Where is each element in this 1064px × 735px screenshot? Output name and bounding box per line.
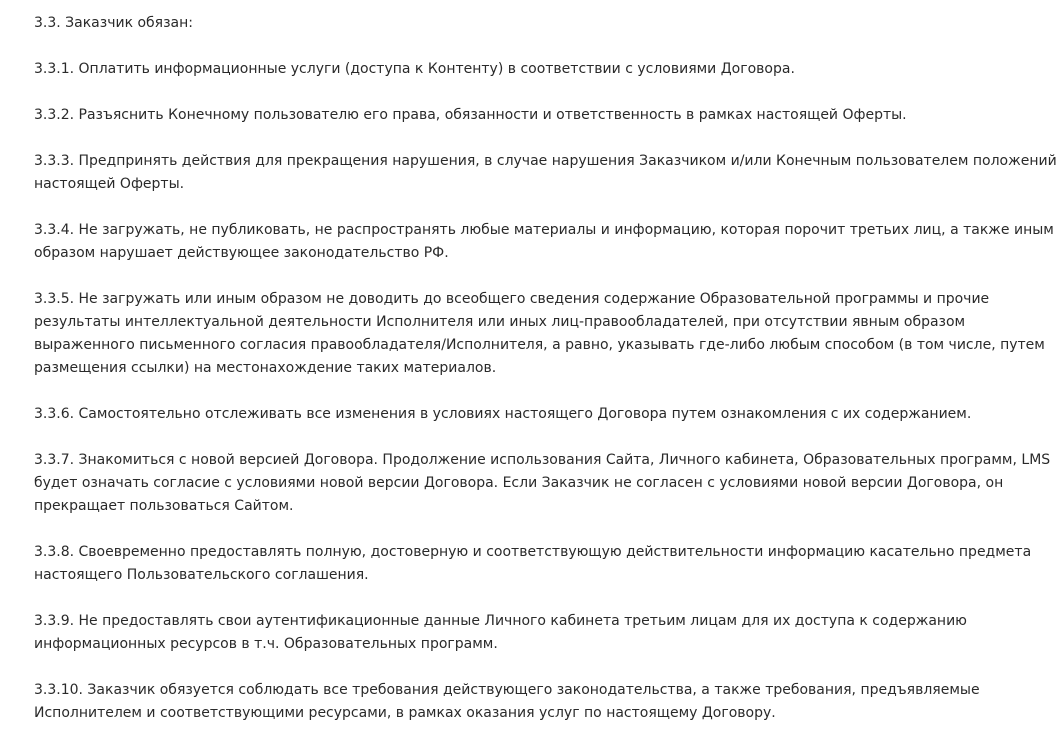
clause-line: 3.3.5. Не загружать или иным образом не доводить до всеобщего сведения содержание Образовательной программы и прочие xyxy=(34,291,990,307)
clause-line: настоящей Оферты. xyxy=(34,176,185,192)
clause-line: 3.3.6. Самостоятельно отслеживать все изменения в условиях настоящего Договора путем ознакомления с их содержанием. xyxy=(34,406,972,422)
clause-line: образом нарушает действующее законодательство РФ. xyxy=(34,245,449,261)
clause-paragraph xyxy=(34,541,1064,587)
clause-paragraph xyxy=(34,449,1064,518)
clause-line: 3.3.10. Заказчик обязуется соблюдать все требования действующего законодательства, а также требования, предъявляемые xyxy=(34,682,980,698)
clause-paragraph xyxy=(34,679,1064,725)
clause-line: 3.3.9. Не предоставлять свои аутентификационные данные Личного кабинета третьим лицам для их доступа к содержанию xyxy=(34,613,967,629)
clause-paragraph xyxy=(34,403,1064,426)
clause-line: 3.3.7. Знакомиться с новой версией Договора. Продолжение использования Сайта, Личного кабинета, Образовательных программ, LMS xyxy=(34,452,1051,468)
clause-paragraph xyxy=(34,288,1064,380)
clause-line: будет означать согласие с условиями новой версии Договора. Если Заказчик не согласен с условиями новой версии Договора, он xyxy=(34,475,1004,491)
clause-line: выраженного письменного согласия правообладателя/Исполнителя, а равно, указывать где-либо любым способом (в том числе, путем xyxy=(34,337,1045,353)
section-heading: 3.3. Заказчик обязан: xyxy=(34,15,193,31)
clause-line: информационных ресурсов в т.ч. Образовательных программ. xyxy=(34,636,498,652)
clause-line: 3.3.8. Своевременно предоставлять полную, достоверную и соответствующую действительности информацию касательно предмета xyxy=(34,544,1032,560)
clause-paragraph xyxy=(34,150,1064,196)
clause-line: результаты интеллектуальной деятельности Исполнителя или иных лиц-правообладателей, при отсутствии явным образом xyxy=(34,314,966,330)
clause-paragraph xyxy=(34,58,1064,81)
clause-paragraph xyxy=(34,104,1064,127)
clause-line: 3.3.4. Не загружать, не публиковать, не распространять любые материалы и информацию, которая порочит третьих лиц, а также иным xyxy=(34,222,1054,238)
clause-line: 3.3.2. Разъяснить Конечному пользователю его права, обязанности и ответственность в рамках настоящей Оферты. xyxy=(34,107,907,123)
clause-line: размещения ссылки) на местонахождение таких материалов. xyxy=(34,360,497,376)
clause-line: 3.3.1. Оплатить информационные услуги (доступа к Контенту) в соответствии с условиями Договора. xyxy=(34,61,795,77)
clause-line: настоящего Пользовательского соглашения. xyxy=(34,567,369,583)
clause-line: Исполнителем и соответствующими ресурсами, в рамках оказания услуг по настоящему Договору. xyxy=(34,705,776,721)
clause-list xyxy=(34,58,1064,725)
clause-line: прекращает пользоваться Сайтом. xyxy=(34,498,294,514)
clause-paragraph xyxy=(34,219,1064,265)
clause-line: 3.3.3. Предпринять действия для прекращения нарушения, в случае нарушения Заказчиком и/или Конечным пользователем положений xyxy=(34,153,1057,169)
clause-paragraph xyxy=(34,610,1064,656)
